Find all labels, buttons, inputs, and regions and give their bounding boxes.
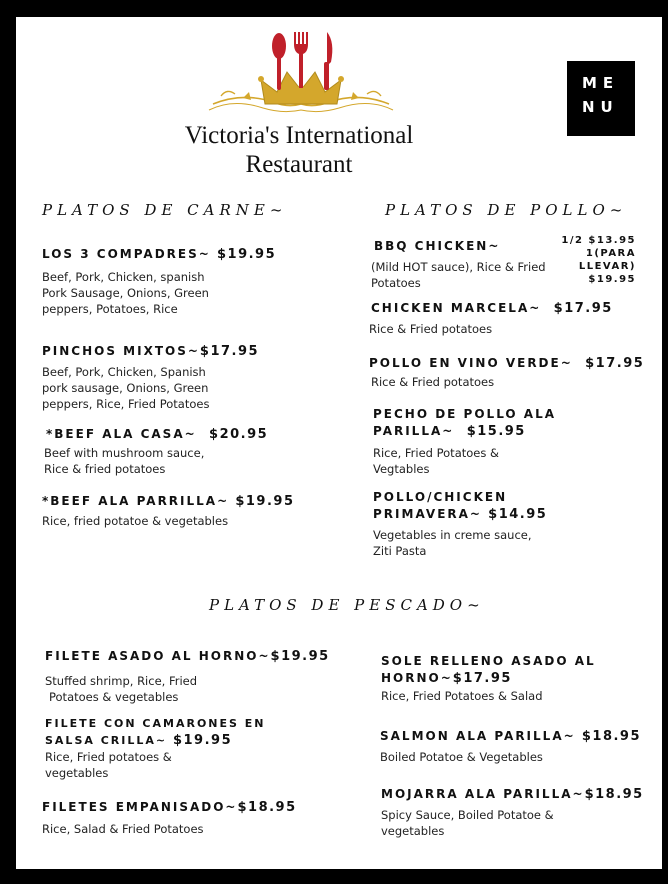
menu-item-desc: Beef with mushroom sauce, Rice & fried potatoes	[44, 446, 205, 476]
menu-item-desc: Rice, Fried potatoes & vegetables	[45, 750, 172, 780]
menu-item-price: $20.95	[209, 427, 269, 442]
menu-item-desc: Vegetables in creme sauce, Ziti Pasta	[373, 528, 532, 558]
menu-item-price: $17.95	[553, 301, 613, 316]
menu-item-name: *BEEF ALA PARRILLA~ $19.95	[42, 494, 295, 509]
menu-page	[16, 17, 662, 869]
menu-item-desc: Spicy Sauce, Boiled Potatoe & vegetables	[381, 808, 554, 838]
menu-item-name: CHICKEN MARCELA~ $17.95	[371, 301, 613, 316]
menu-item-name: SALMON ALA PARILLA~ $18.95	[380, 729, 642, 744]
fork-knife-spoon-crown-icon	[203, 32, 399, 130]
menu-item-desc: Stuffed shrimp, Rice, Fried Potatoes & vegetables	[45, 674, 198, 704]
menu-item-name: PECHO DE POLLO ALA PARILLA~ $15.95	[373, 407, 557, 439]
menu-item-name: POLLO/CHICKEN PRIMAVERA~ $14.95	[373, 490, 548, 522]
menu-item-desc: Rice & Fried potatoes	[369, 322, 493, 336]
menu-item-desc: Rice, Fried Potatoes & Vegtables	[373, 446, 499, 476]
menu-item-desc: Rice & Fried potatoes	[371, 375, 495, 389]
menu-item-desc: (Mild HOT sauce), Rice & Fried Potatoes	[371, 260, 546, 290]
restaurant-name-line2: Restaurant	[245, 151, 353, 178]
menu-badge-line2: NU	[582, 98, 619, 116]
restaurant-name-line1: Victoria's International	[184, 122, 414, 149]
menu-item-name: LOS 3 COMPADRES~ $19.95	[42, 247, 277, 262]
restaurant-name	[170, 121, 428, 179]
menu-item-price: $14.95	[488, 507, 548, 522]
menu-item-desc: Rice, fried potatoe & vegetables	[42, 514, 229, 528]
menu-item-price: $17.95	[199, 344, 260, 359]
section-title-pollo: PLATOS DE POLLO~	[385, 201, 628, 219]
menu-item-name: *BEEF ALA CASA~ $20.95	[46, 427, 269, 442]
menu-item-desc: Boiled Potatoe & Vegetables	[380, 750, 543, 764]
menu-badge-line1: ME	[582, 74, 620, 92]
section-title-pescado: PLATOS DE PESCADO~	[209, 596, 485, 614]
menu-item-price: $19.95	[270, 649, 330, 664]
menu-item-price: $18.95	[581, 729, 642, 744]
menu-item-price: $17.95	[585, 356, 645, 371]
menu-item-price: $19.95	[235, 494, 295, 509]
menu-item-desc: Beef, Pork, Chicken, Spanish pork sausage, Onions, Green peppers, Rice, Fried Potatoes	[42, 365, 210, 411]
menu-item-name: FILETE CON CAMARONES EN SALSA CRILLA~ $19.95	[45, 717, 266, 748]
menu-item-name: BBQ CHICKEN~	[374, 239, 501, 253]
menu-item-name: SOLE RELLENO ASADO AL HORNO~$17.95	[381, 654, 596, 686]
menu-item-desc: Rice, Salad & Fried Potatoes	[42, 822, 204, 836]
section-title-carne: PLATOS DE CARNE~	[42, 201, 288, 219]
menu-item-name: MOJARRA ALA PARILLA~$18.95	[381, 787, 644, 802]
menu-item-price: $18.95	[584, 787, 644, 802]
menu-item-price: $19.95	[172, 733, 233, 748]
menu-item-desc: Beef, Pork, Chicken, spanish Pork Sausage, Onions, Green peppers, Potatoes, Rice	[42, 270, 209, 316]
menu-item-name: FILETE ASADO AL HORNO~$19.95	[45, 649, 330, 664]
menu-item-name: FILETES EMPANISADO~$18.95	[42, 800, 297, 815]
menu-item-name: POLLO EN VINO VERDE~ $17.95	[369, 356, 645, 371]
menu-item-desc: Rice, Fried Potatoes & Salad	[381, 689, 543, 703]
menu-item-price: $15.95	[466, 424, 526, 439]
menu-item-price: 1/2 $13.95 1(PARA LLEVAR) $19.95	[561, 235, 636, 285]
menu-item-name: PINCHOS MIXTOS~$17.95	[42, 344, 260, 359]
menu-badge	[567, 61, 635, 136]
menu-item-price: $17.95	[452, 671, 512, 686]
menu-item-price: $19.95	[216, 247, 277, 262]
menu-item-price: $18.95	[237, 800, 297, 815]
